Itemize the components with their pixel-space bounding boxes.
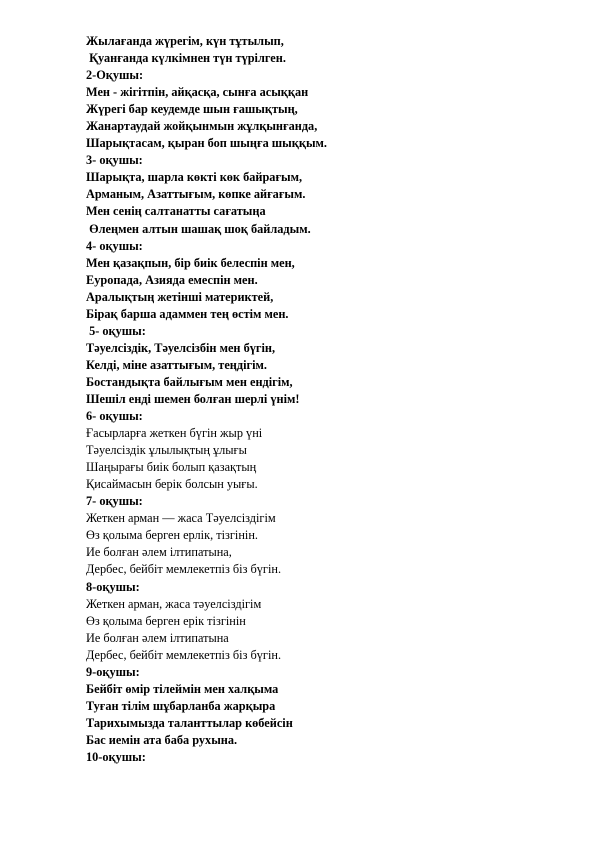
poem-line: Жүрегі бар кеудемде шын ғашықтың,: [86, 102, 298, 117]
poem-line: Мен - жігітпін, айқасқа, сынға асыққан: [86, 85, 309, 100]
poem-line: Өз қолыма берген ерік тізгінін: [86, 613, 246, 628]
poem-line: Тәуелсіздік, Тәуелсізбін мен бүгін,: [86, 340, 276, 355]
poem-line: Еуропада, Азияда емеспін мен.: [86, 272, 258, 287]
poem-line: Туған тілім шұбарланба жарқыра: [86, 698, 276, 713]
poem-line: Аралықтың жетінші материктей,: [86, 289, 274, 304]
reader-heading: 3- оқушы:: [86, 153, 143, 168]
poem-line: Арманым, Азаттығым, көпке айғағым.: [86, 187, 306, 202]
poem-line: Бостандықта байлығым мен ендігім,: [86, 374, 293, 389]
reader-heading: 2-Оқушы:: [86, 68, 144, 83]
poem-line: Бас иемін ата баба рухына.: [86, 732, 238, 747]
reader-heading: 9-оқушы:: [86, 664, 140, 679]
document-page: [86, 33, 556, 766]
poem-line: Келді, міне азаттығым, теңдігім.: [86, 357, 267, 372]
reader-heading: 5- оқушы:: [86, 323, 146, 338]
poem-line: Жанартаудай жойқынмын жұлқынғанда,: [86, 119, 318, 134]
poem-line: Бірақ барша адаммен тең өстім мен.: [86, 306, 289, 321]
poem-line: Бейбіт өмір тілеймін мен халқыма: [86, 681, 279, 696]
poem-line: Ғасырларға жеткен бүгін жыр үні: [86, 426, 263, 441]
poem-line: Қуанғанда күлкімнен түн түрілген.: [86, 51, 286, 66]
reader-heading: 6- оқушы:: [86, 409, 143, 424]
reader-heading: 4- оқушы:: [86, 238, 143, 253]
poem-line: Өз қолыма берген ерлік, тізгінін.: [86, 528, 258, 543]
reader-heading: 10-оқушы:: [86, 749, 146, 764]
poem-line: Мен сенің салтанатты сағатыңа: [86, 204, 266, 219]
poem-line: Шаңырағы биік болып қазақтың: [86, 460, 257, 475]
poem-line: Мен қазақпын, бір биік белеспін мен,: [86, 255, 295, 270]
poem-line: Өлеңмен алтын шашақ шоқ байладым.: [86, 221, 311, 236]
poem-line: Шарықтасам, қыран боп шыңға шыққым.: [86, 136, 328, 151]
poem-line: Шарықта, шарла көкті көк байрағым,: [86, 170, 303, 185]
poem-line: Шешіл енді шемен болған шерлі үнім!: [86, 391, 300, 406]
poem-line: Дербес, бейбіт мемлекетпіз біз бүгін.: [86, 562, 282, 577]
poem-line: Жеткен арман — жаса Тәуелсіздігім: [86, 511, 276, 526]
poem-line: Тәуелсіздік ұлылықтың ұлығы: [86, 443, 247, 458]
poem-line: Жеткен арман, жаса тәуелсіздігім: [86, 596, 262, 611]
poem-line: Қисаймасын берік болсын уығы.: [86, 477, 258, 492]
poem-line: Жылағанда жүрегім, күн тұтылып,: [86, 34, 284, 48]
poem-line: Тарихымызда таланттылар көбейсін: [86, 715, 293, 730]
poem-line: Ие болған әлем ілтипатына: [86, 630, 229, 645]
reader-heading: 8-оқушы:: [86, 579, 140, 594]
poem-line: Ие болған әлем ілтипатына,: [86, 545, 232, 560]
poem-line: Дербес, бейбіт мемлекетпіз біз бүгін.: [86, 647, 282, 662]
reader-heading: 7- оқушы:: [86, 494, 143, 509]
